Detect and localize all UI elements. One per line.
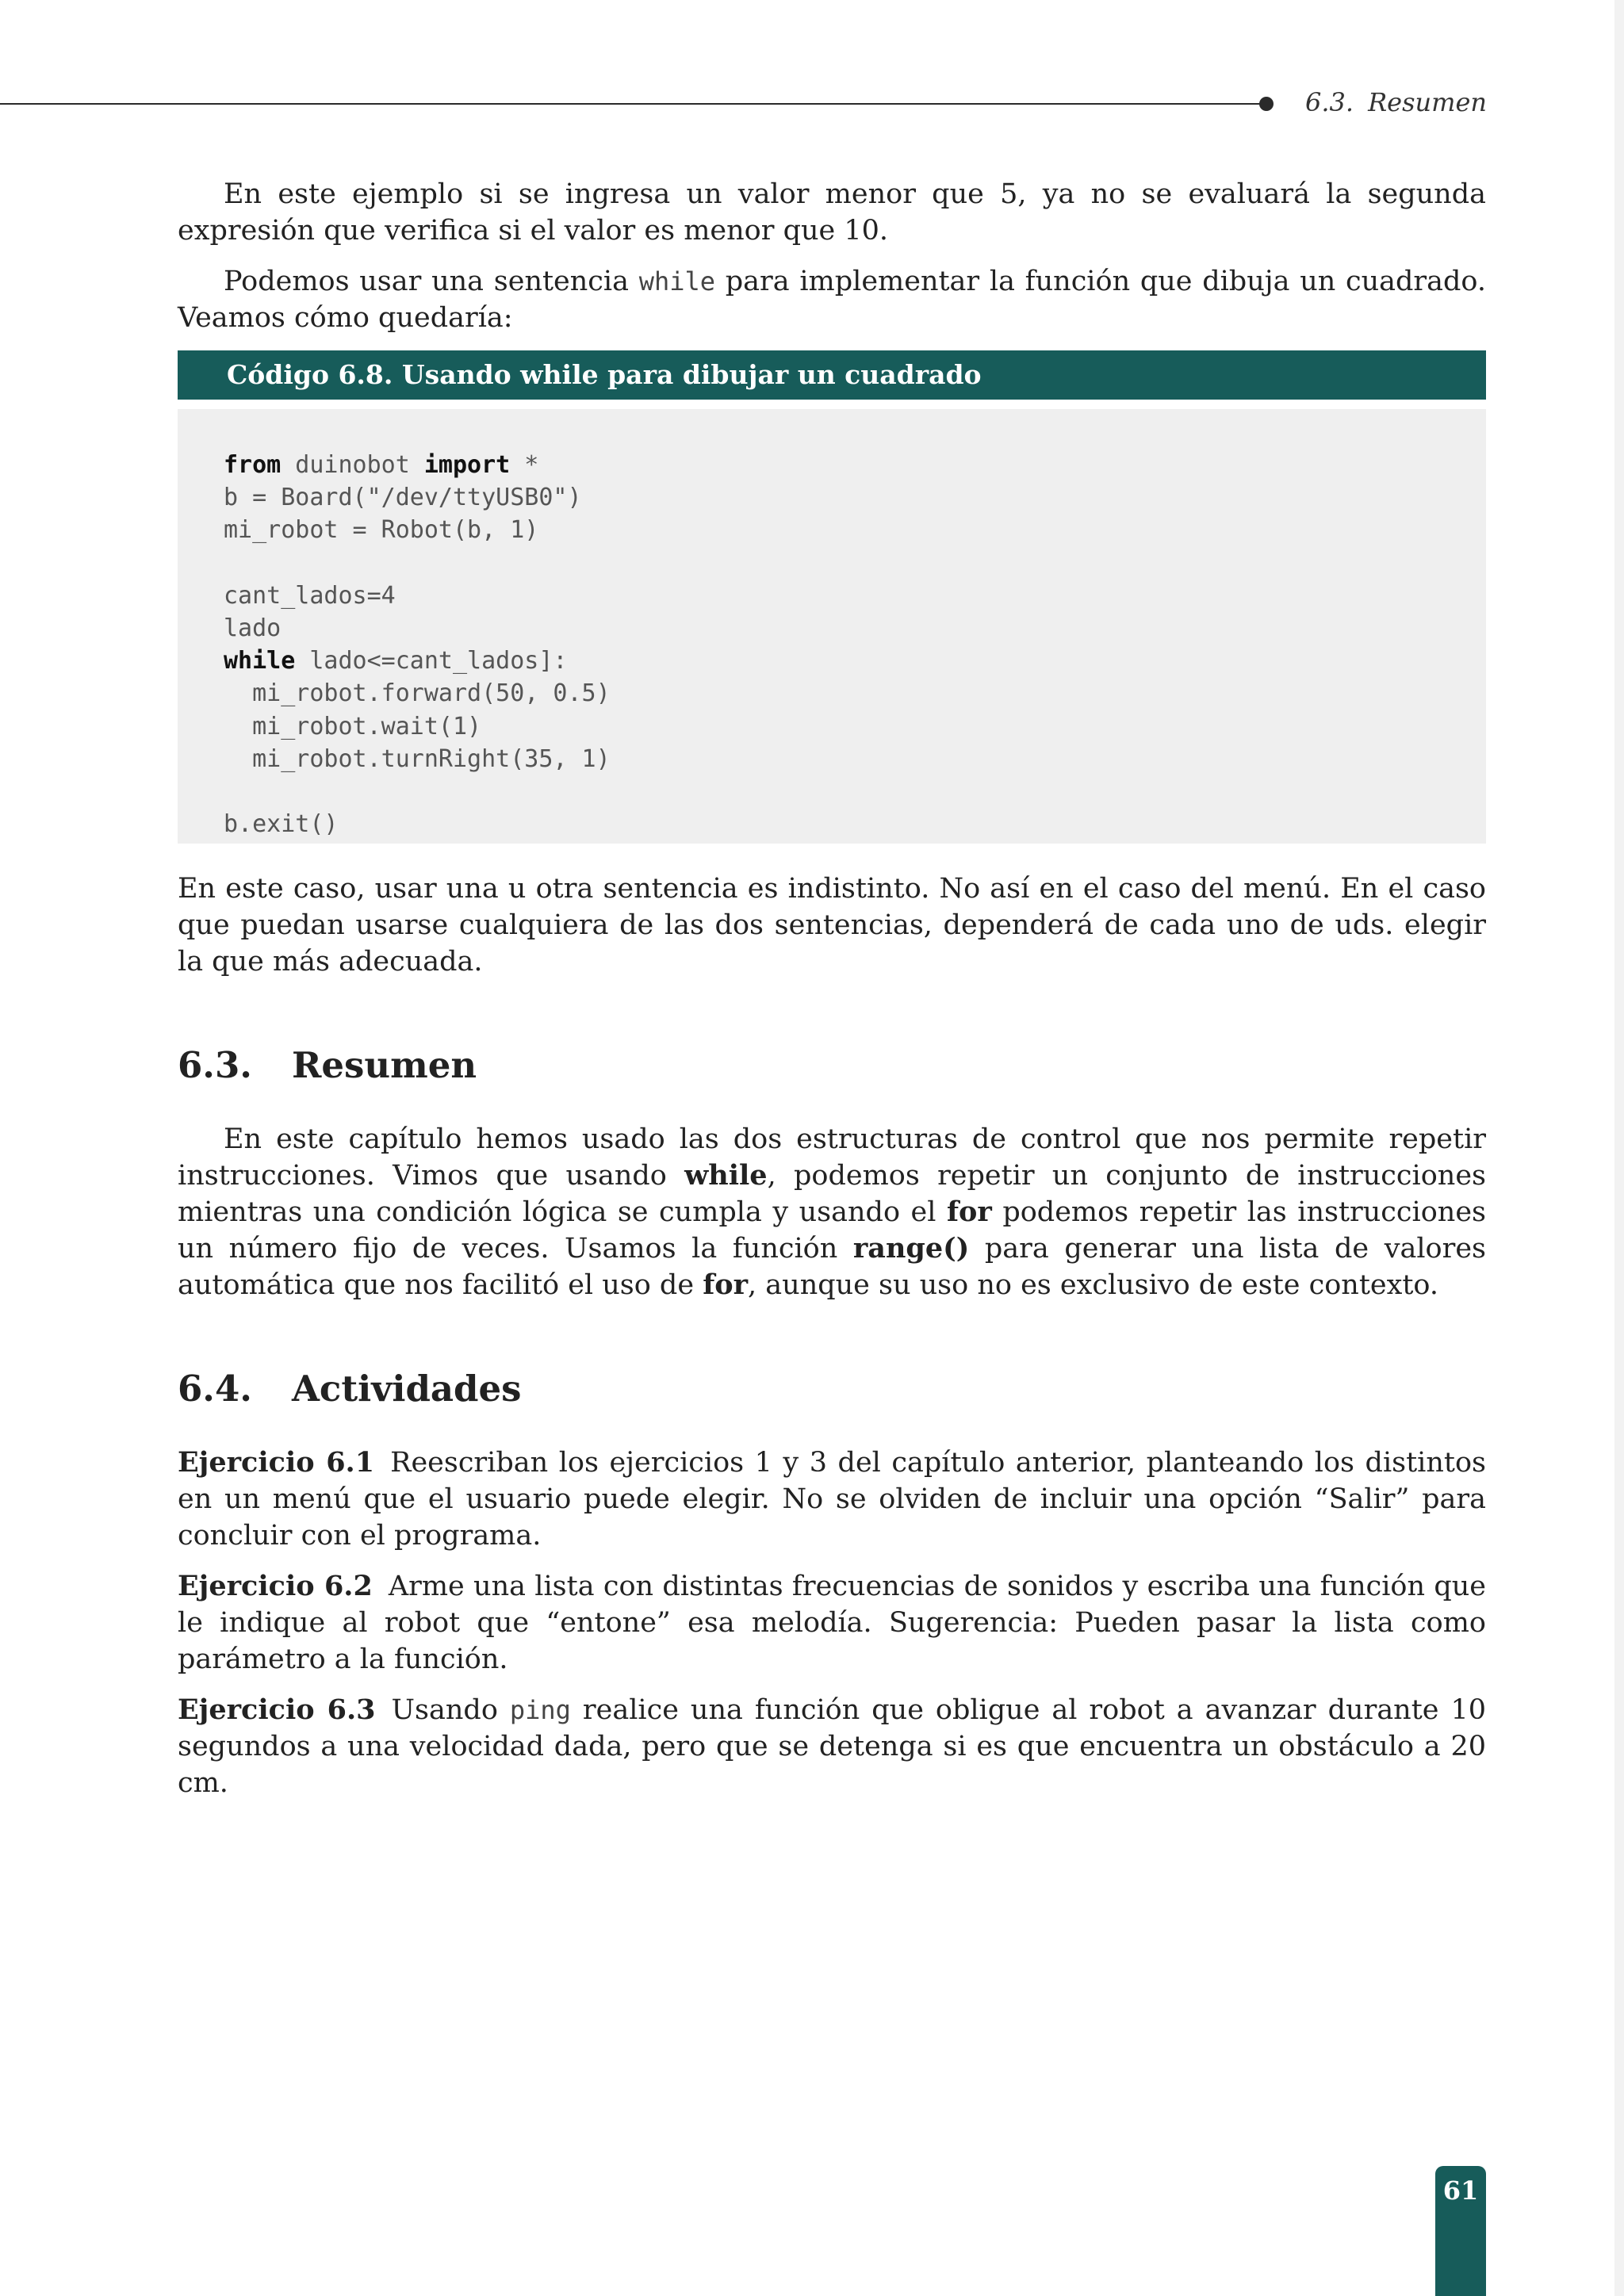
code-text: lado<=cant_lados]: — [295, 647, 568, 675]
paragraph-text: , aunque su uso no es exclusivo de este contexto. — [748, 1269, 1438, 1302]
running-header-title: Resumen — [1368, 87, 1488, 117]
code-listing-title: Código 6.8. Usando while para dibujar un cuadrado — [178, 350, 1486, 400]
paragraph-comparison: En este caso, usar una u otra sentencia es indistinto. No así en el caso del menú. En el caso que puedan usarse cualquiera de las dos sentencias, dependerá de cada uno de uds. elegir la que más adecuada. — [178, 873, 1486, 978]
section-heading-resumen — [178, 1043, 1486, 1088]
paragraph-text: podemos repetir las instrucciones un número fijo de veces. Usamos la función — [178, 1196, 1486, 1265]
code-line: b = Board("/dev/ttyUSB0") — [224, 484, 582, 512]
code-line — [224, 547, 1486, 580]
paragraph-text: En este capítulo hemos usado las dos estructuras de control que nos permite repetir instrucciones. Vimos que usando — [178, 1123, 1486, 1192]
paragraph-text: para generar una lista de valores automática que nos facilitó el uso de — [178, 1233, 1487, 1302]
exercise-label: Ejercicio 6.1 — [178, 1446, 375, 1479]
section-title: Actividades — [292, 1368, 522, 1410]
code-keyword: while — [224, 647, 296, 675]
code-line: b.exit() — [224, 810, 339, 839]
paragraph-resumen — [178, 1121, 1486, 1303]
section-number: 6.3. — [178, 1044, 252, 1087]
code-line: mi_robot = Robot(b, 1) — [224, 516, 539, 545]
section-heading-actividades — [178, 1367, 1486, 1411]
exercise-text: Usando — [391, 1694, 510, 1727]
code-text: * — [510, 451, 539, 479]
code-line — [224, 775, 1486, 808]
exercise-label: Ejercicio 6.3 — [178, 1693, 376, 1727]
section-title: Resumen — [292, 1044, 477, 1087]
header-bullet — [1259, 97, 1274, 111]
exercise-text: Reescriban los ejercicios 1 y 3 del capítulo anterior, planteando los distintos en un menú que el usuario puede elegir. No se olviden de incluir una opción “Salir” para concluir con el programa. — [178, 1447, 1486, 1552]
inline-code-ping: ping — [509, 1695, 571, 1726]
exercise-item — [178, 1445, 1486, 1554]
code-text: duinobot — [281, 451, 424, 479]
inline-code-while: while — [638, 266, 716, 297]
bold-term: for — [703, 1269, 749, 1302]
paragraph-text: , podemos repetir un conjunto de instrucciones mientras una condición lógica se cumpla y usando el — [178, 1160, 1486, 1229]
code-line — [224, 449, 1486, 481]
code-line: lado — [224, 614, 282, 642]
bold-term: for — [946, 1196, 992, 1229]
code-line — [224, 645, 1486, 677]
exercise-text: realice una función que obligue al robot a avanzar durante 10 segundos a una velocidad dada, pero que se detenga si es que encuentra un obstáculo a 20 cm. — [178, 1694, 1487, 1800]
paragraph-text: para implementar la función que dibuja un cuadrado. Veamos cómo quedaría: — [178, 266, 1487, 334]
bold-term: range() — [852, 1232, 970, 1265]
code-line: mi_robot.forward(50, 0.5) — [224, 679, 611, 708]
running-header-number: 6.3. — [1305, 87, 1354, 117]
code-line: cant_lados=4 — [224, 581, 396, 610]
exercise-item — [178, 1568, 1486, 1678]
exercise-item — [178, 1692, 1486, 1801]
page-content — [178, 176, 1486, 1816]
paragraph-intro: En este ejemplo si se ingresa un valor menor que 5, ya no se evaluará la segunda expresión que verifica si el valor es menor que 10. — [178, 178, 1486, 247]
paragraph-while — [178, 263, 1486, 336]
running-header — [1305, 87, 1487, 117]
page-number: 61 — [1442, 2175, 1479, 2206]
page-number-tab — [1435, 2166, 1486, 2296]
code-line: mi_robot.wait(1) — [224, 712, 482, 740]
code-keyword: from — [224, 451, 282, 479]
code-keyword: import — [423, 451, 511, 479]
section-number: 6.4. — [178, 1368, 252, 1410]
code-listing-body — [178, 409, 1486, 844]
code-line: mi_robot.turnRight(35, 1) — [224, 744, 611, 773]
exercise-label: Ejercicio 6.2 — [178, 1570, 373, 1603]
page-edge-strip — [1614, 0, 1624, 2296]
header-rule — [0, 103, 1267, 105]
paragraph-text: Podemos usar una sentencia — [224, 266, 639, 297]
exercise-text: Arme una lista con distintas frecuencias de sonidos y escriba una función que le indique al robot que “entone” esa melodía. Sugerencia: Pueden pasar la lista como parámetro a la función. — [178, 1571, 1486, 1676]
code-listing — [178, 350, 1486, 844]
bold-term: while — [684, 1159, 768, 1192]
